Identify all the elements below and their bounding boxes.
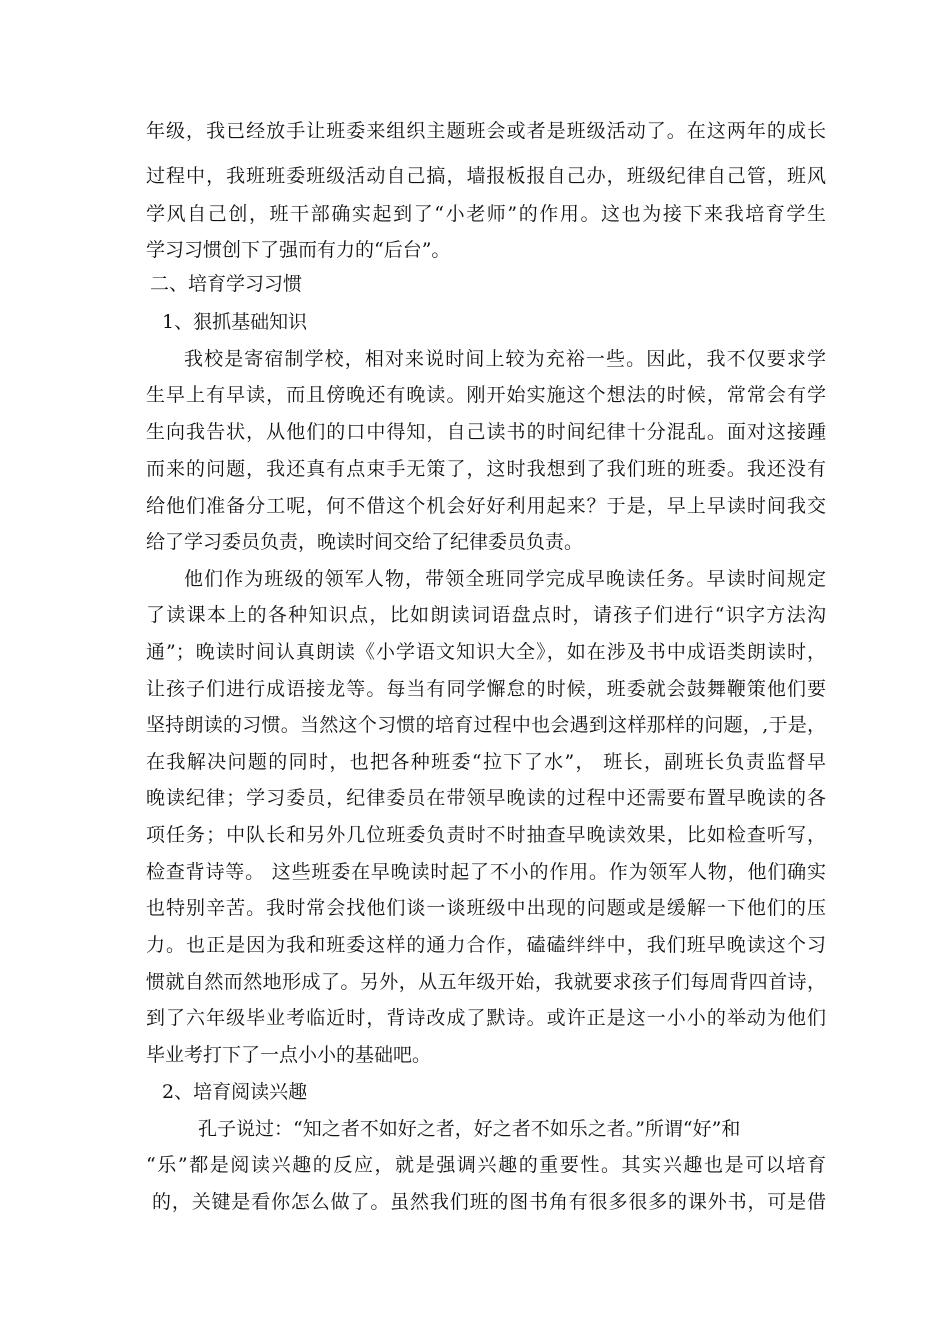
text-line: 坚持朗读的习惯。当然这个习惯的培育过程中也会遇到这样那样的问题，,于是， bbox=[146, 714, 826, 736]
text-line: 了读课本上的各种知识点，比如朗读词语盘点时，请孩子们进行“识字方法沟 bbox=[146, 604, 826, 626]
text-line: 项任务；中队长和另外几位班委负责时不时抽查早晚读效果，比如检查听写， bbox=[146, 824, 826, 846]
section-heading: 二、培育学习习惯 bbox=[150, 273, 303, 295]
subsection-heading: 1、狠抓基础知识 bbox=[162, 311, 308, 333]
text-line: 通”；晚读时间认真朗读《小学语文知识大全》，如在涉及书中成语类朗读时， bbox=[146, 641, 826, 663]
text-line: 让孩子们进行成语接龙等。每当有同学懈怠的时候，班委就会鼓舞鞭策他们要 bbox=[146, 678, 826, 700]
text-line: 的，关键是看你怎么做了。虽然我们班的图书角有很多很多的课外书，可是借 bbox=[152, 1191, 826, 1213]
text-line: 生向我告状，从他们的口中得知，自己读书的时间纪律十分混乱。面对这接踵 bbox=[146, 421, 826, 443]
text-line: 学风自己创，班干部确实起到了“小老师”的作用。这也为接下来我培育学生 bbox=[146, 203, 826, 225]
text-line: 我校是寄宿制学校，相对来说时间上较为充裕一些。因此，我不仅要求学 bbox=[184, 348, 826, 370]
text-line: 他们作为班级的领军人物，带领全班同学完成早晚读任务。早读时间规定 bbox=[184, 568, 826, 590]
text-line: 给他们准备分工呢，何不借这个机会好好利用起来？于是，早上早读时间我交 bbox=[146, 495, 826, 517]
text-line: 过程中，我班班委班级活动自己搞，墙报板报自己办，班级纪律自己管，班风 bbox=[146, 165, 826, 187]
text-line: 孔子说过：“知之者不如好之者，好之者不如乐之者。”所谓“好”和 bbox=[198, 1118, 741, 1140]
text-line: 给了学习委员负责，晚读时间交给了纪律委员负责。 bbox=[146, 531, 584, 553]
text-line: 检查背诗等。 这些班委在早晚读时起了不小的作用。作为领军人物，他们确实 bbox=[146, 861, 826, 883]
text-line: 年级，我已经放手让班委来组织主题班会或者是班级活动了。在这两年的成长 bbox=[146, 120, 826, 142]
text-line: 生早上有早读，而且傍晚还有晚读。刚开始实施这个想法的时候，常常会有学 bbox=[146, 384, 826, 406]
text-line: 到了六年级毕业考临近时，背诗改成了默诗。或许正是这一小小的举动为他们 bbox=[146, 1007, 826, 1029]
text-line: 晚读纪律；学习委员，纪律委员在带领早晚读的过程中还需要布置早晚读的各 bbox=[146, 787, 826, 809]
subsection-heading: 2、培育阅读兴趣 bbox=[162, 1081, 308, 1103]
text-line: 毕业考打下了一点小小的基础吧。 bbox=[146, 1044, 432, 1066]
text-line: 也特别辛苦。我时常会找他们谈一谈班级中出现的问题或是缓解一下他们的压 bbox=[146, 897, 826, 919]
text-line: “乐”都是阅读兴趣的反应，就是强调兴趣的重要性。其实兴趣也是可以培育 bbox=[146, 1154, 826, 1176]
text-line: 学习习惯创下了强而有力的“后台”。 bbox=[146, 239, 451, 261]
text-line: 惯就自然而然地形成了。另外，从五年级开始，我就要求孩子们每周背四首诗， bbox=[146, 971, 826, 993]
text-line: 而来的问题，我还真有点束手无策了，这时我想到了我们班的班委。我还没有 bbox=[146, 458, 826, 480]
text-line: 在我解决问题的同时，也把各种班委“拉下了水”， 班长，副班长负责监督早 bbox=[146, 751, 826, 773]
text-line: 力。也正是因为我和班委这样的通力合作，磕磕绊绊中，我们班早晚读这个习 bbox=[146, 934, 826, 956]
